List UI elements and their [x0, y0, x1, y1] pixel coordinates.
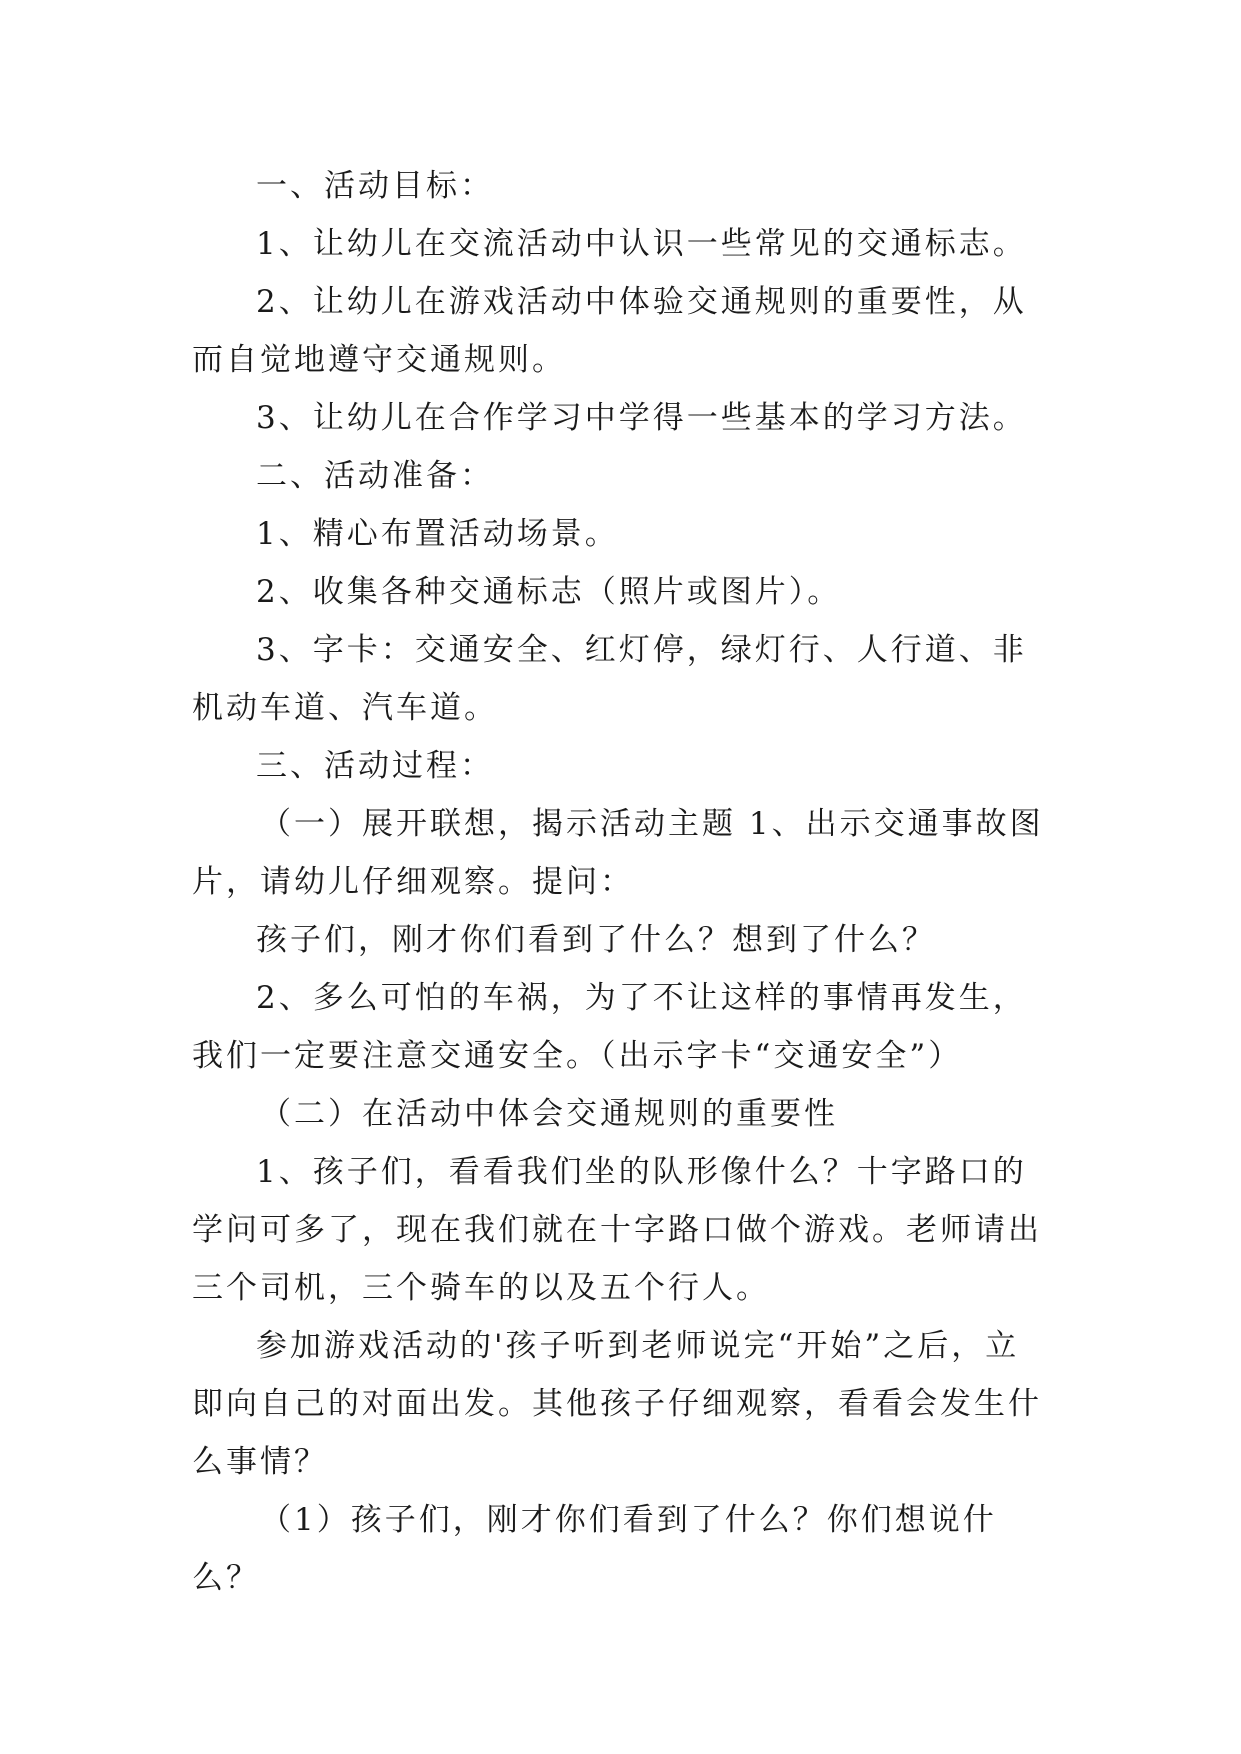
process-game-intro: 1、孩子们，看看我们坐的队形像什么？十字路口的学问可多了，现在我们就在十字路口做个游戏。老师请出三个司机，三个骑车的以及五个行人。	[192, 1154, 1042, 1306]
process-game-rules: 参加游戏活动的'孩子听到老师说完“开始”之后，立即向自己的对面出发。其他孩子仔细观察，看看会发生什么事情？	[192, 1328, 1042, 1480]
section-heading-goals: 一、活动目标：	[256, 168, 494, 204]
process-step-2: （二）在活动中体会交通规则的重要性	[260, 1096, 838, 1132]
preparation-item-1: 1、精心布置活动场景。	[256, 516, 619, 552]
process-question-1: 孩子们，刚才你们看到了什么？想到了什么？	[256, 922, 936, 958]
preparation-item-2: 2、收集各种交通标志（照片或图片）。	[256, 574, 842, 610]
goal-item-3: 3、让幼儿在合作学习中学得一些基本的学习方法。	[256, 400, 1027, 436]
section-heading-preparation: 二、活动准备：	[256, 458, 494, 494]
process-item-2: 2、多么可怕的车祸，为了不让这样的事情再发生，我们一定要注意交通安全。（出示字卡“交通安全”）	[192, 980, 1027, 1074]
goal-item-1: 1、让幼儿在交流活动中认识一些常见的交通标志。	[256, 226, 1027, 262]
process-step-1: （一）展开联想，揭示活动主题 1、出示交通事故图片，请幼儿仔细观察。提问：	[192, 806, 1044, 900]
section-heading-process: 三、活动过程：	[256, 748, 494, 784]
goal-item-2: 2、让幼儿在游戏活动中体验交通规则的重要性，从而自觉地遵守交通规则。	[192, 284, 1027, 378]
process-question-2: （1）孩子们，刚才你们看到了什么？你们想说什么？	[192, 1502, 997, 1596]
document-body	[192, 157, 1052, 1607]
preparation-item-3: 3、字卡：交通安全、红灯停，绿灯行、人行道、非机动车道、汽车道。	[192, 632, 1027, 726]
